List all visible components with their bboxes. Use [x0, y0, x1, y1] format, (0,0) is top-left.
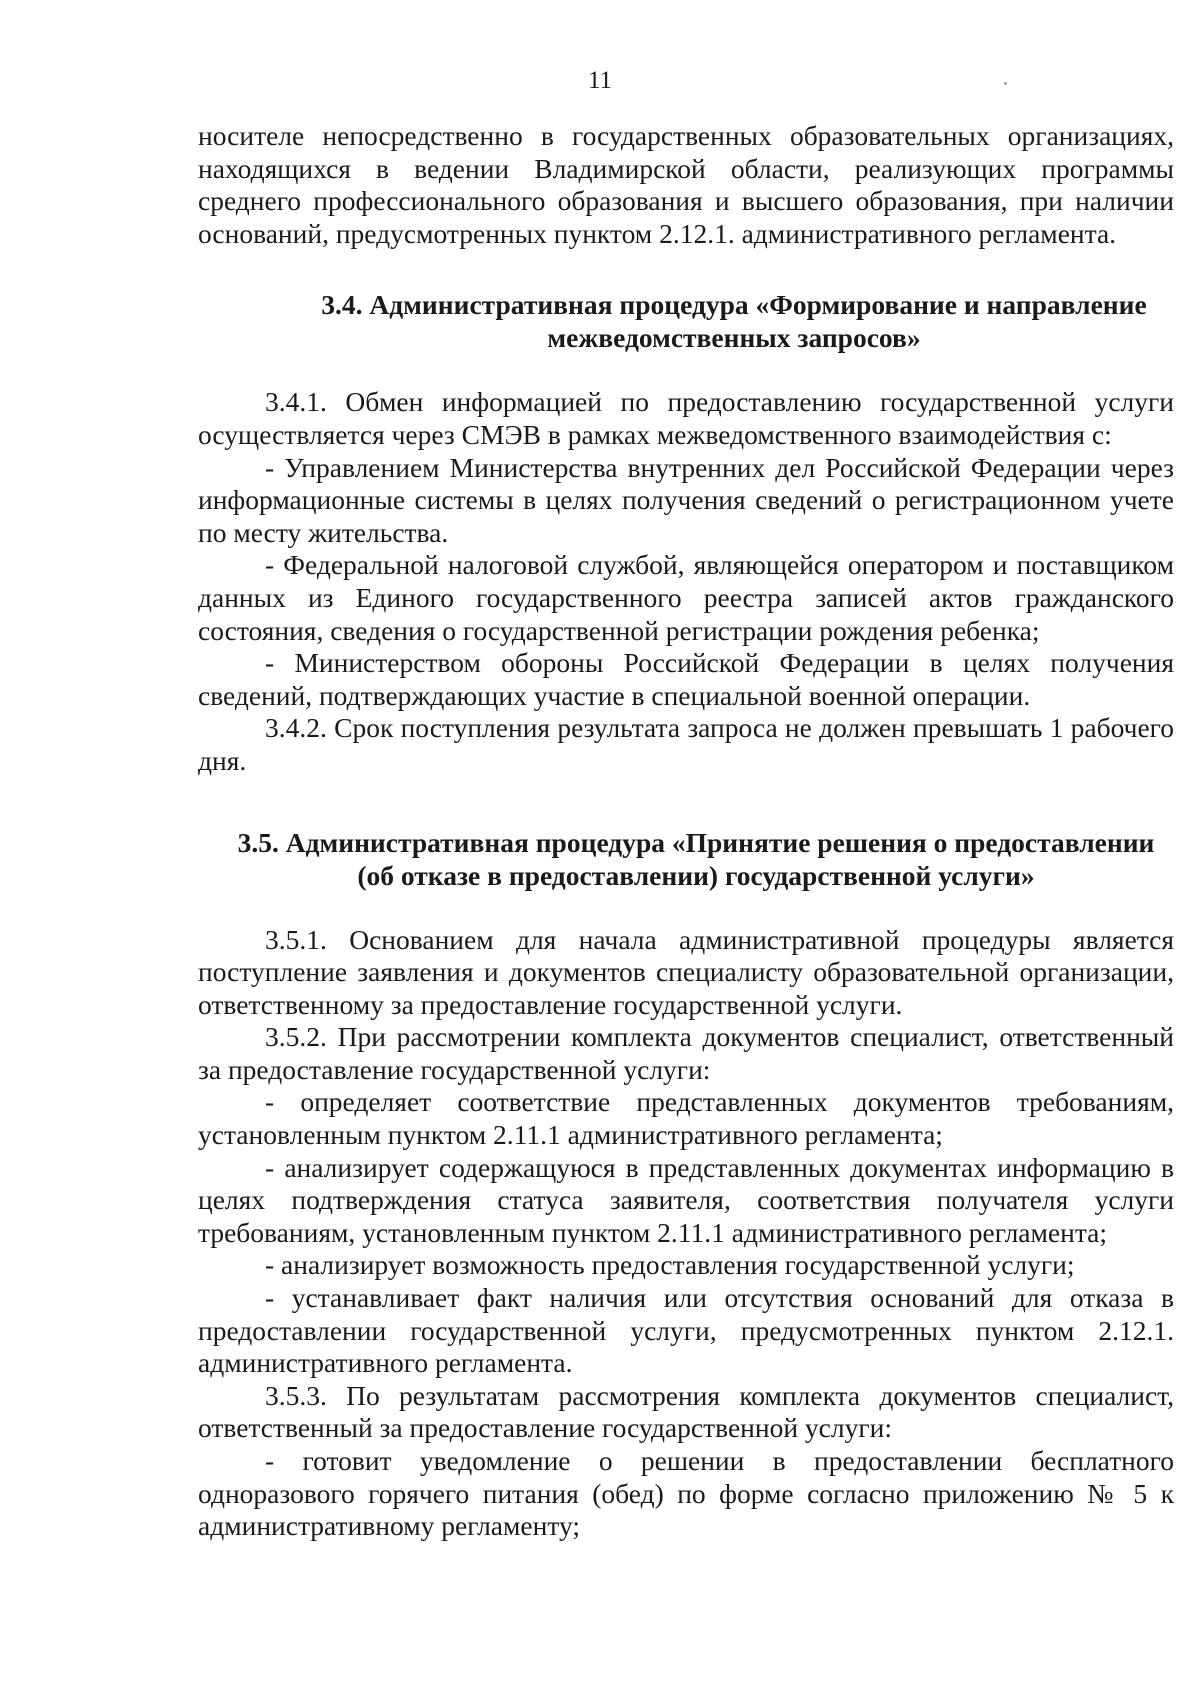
list-item-analysis: - анализирует содержащуюся в представленных документах информацию в целях подтверждения статуса заявителя, соответствия получателя услуги требованиям, установленным пунктом 2.11.1 административного регламента;	[198, 1151, 1174, 1248]
list-item-mo: - Министерством обороны Российской Федерации в целях получения сведений, подтверждающих участие в специальной военной операции.	[198, 647, 1174, 711]
list-item-grounds: - устанавливает факт наличия или отсутствия оснований для отказа в предоставлении государственной услуги, предусмотренных пунктом 2.12.1. административного регламента.	[198, 1282, 1174, 1379]
heading-line: 3.4. Административная процедура «Формирование и направление	[321, 289, 1147, 321]
section-heading-3-5	[198, 826, 1174, 892]
list-item-mvd: - Управлением Министерства внутренних дел Российской Федерации через информационные системы в целях получения сведений о регистрационном учете по месту жительства.	[198, 451, 1174, 548]
page-number: 11	[587, 67, 613, 94]
paragraph-3-5-1: 3.5.1. Основанием для начала административной процедуры является поступление заявления и документов специалисту образовательной организации, ответственному за предоставление государственной услуги.	[198, 923, 1174, 1020]
list-item-notification: - готовит уведомление о решении в предоставлении бесплатного одноразового горячего питания (обед) по форме согласно приложению № 5 к административному регламенту;	[198, 1445, 1174, 1542]
heading-line: (об отказе в предоставлении) государственной услуги»	[357, 859, 1035, 891]
list-item-fns: - Федеральной налоговой службой, являющейся оператором и поставщиком данных из Единого государственного реестра записей актов гражданского состояния, сведения о государственной регистрации рождения ребенка;	[198, 549, 1174, 646]
paragraph-3-5-2: 3.5.2. При рассмотрении комплекта документов специалист, ответственный за предоставление государственной услуги:	[198, 1021, 1174, 1085]
paragraph-3-5-3: 3.5.3. По результатам рассмотрения комплекта документов специалист, ответственный за предоставление государственной услуги:	[198, 1379, 1174, 1444]
paragraph-3-4-1: 3.4.1. Обмен информацией по предоставлению государственной услуги осуществляется через СМЭВ в рамках межведомственного взаимодействия с:	[198, 386, 1174, 450]
paragraph-3-4-2: 3.4.2. Срок поступления результата запроса не должен превышать 1 рабочего дня.	[198, 712, 1174, 776]
section-heading-3-4	[198, 288, 1174, 354]
list-item-compliance: - определяет соответствие представленных документов требованиям, установленным пунктом 2.11.1 административного регламента;	[198, 1086, 1174, 1151]
heading-line: 3.5. Административная процедура «Принятие решения о предоставлении	[237, 826, 1155, 858]
heading-line: межведомственных запросов»	[547, 322, 921, 354]
paragraph-continuation: носителе непосредственно в государственных образовательных организациях, находящихся в ведении Владимирской области, реализующих программы среднего профессионального образования и высшего образования, при наличии оснований, предусмотренных пунктом 2.12.1. административного регламента.	[198, 120, 1174, 249]
document-body	[198, 120, 1174, 1543]
list-item-possibility: - анализирует возможность предоставления государственной услуги;	[265, 1249, 1075, 1281]
scan-speck	[1004, 82, 1007, 85]
